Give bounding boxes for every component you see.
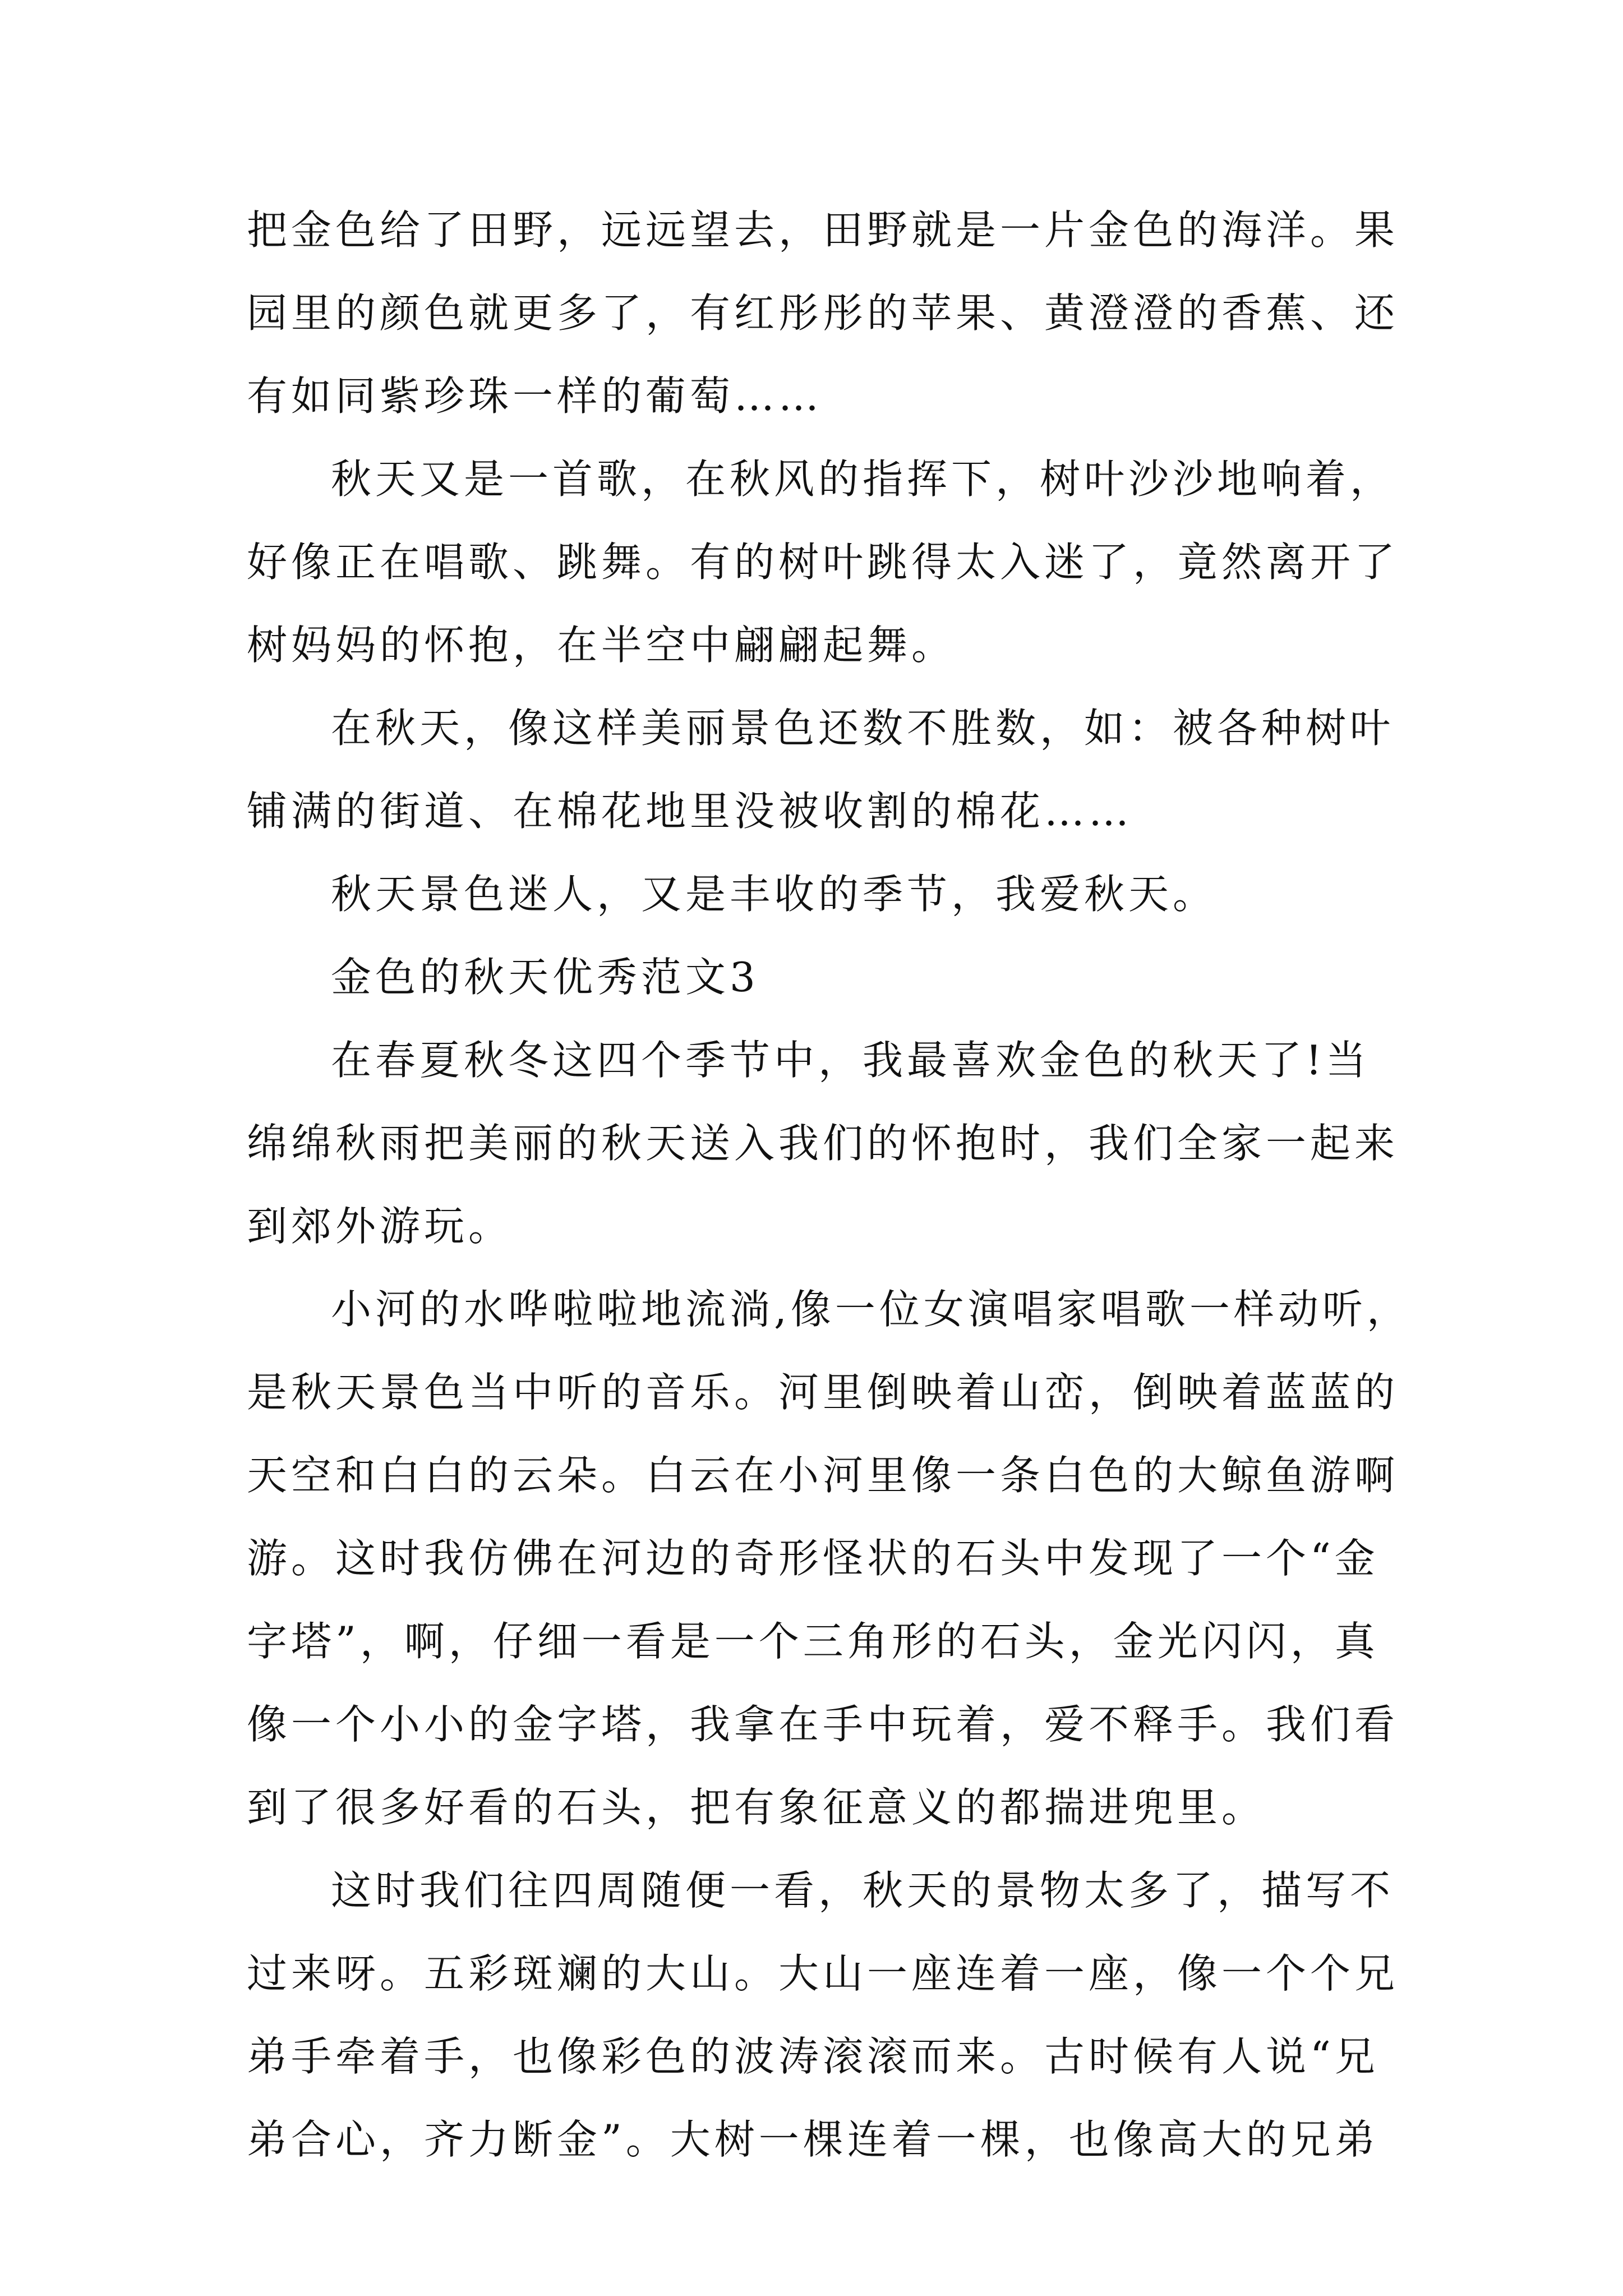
text-line: 过来呀。五彩斑斓的大山。大山一座连着一座，像一个个兄: [247, 1950, 1399, 1997]
text-line: 这时我们往四周随便一看，秋天的景物太多了，描写不: [331, 1867, 1395, 1914]
text-line: 天空和白白的云朵。白云在小河里像一条白色的大鲸鱼游啊: [247, 1452, 1399, 1499]
text-line: 秋天景色迷人，又是丰收的季节，我爱秋天。: [331, 871, 1218, 918]
text-line: 铺满的街道、在棉花地里没被收割的棉花……: [247, 788, 1133, 835]
text-line: 字塔”，啊，仔细一看是一个三角形的石头，金光闪闪，真: [247, 1618, 1379, 1665]
text-line: 好像正在唱歌、跳舞。有的树叶跳得太入迷了，竟然离开了: [247, 539, 1399, 586]
text-line: 到了很多好看的石头，把有象征意义的都揣进兜里。: [247, 1784, 1266, 1831]
section-heading: 金色的秋天优秀范文3: [331, 954, 759, 1001]
text-line: 在秋天，像这样美丽景色还数不胜数，如：被各种树叶: [331, 705, 1395, 752]
text-line: 秋天又是一首歌，在秋风的指挥下，树叶沙沙地响着，: [331, 455, 1395, 503]
text-line: 像一个小小的金字塔，我拿在手中玩着，爱不释手。我们看: [247, 1701, 1399, 1748]
text-line: 游。这时我仿佛在河边的奇形怪状的石头中发现了一个“金: [247, 1535, 1379, 1582]
text-line: 到郊外游玩。: [247, 1203, 513, 1250]
text-line: 小河的水哗啦啦地流淌,像一位女演唱家唱歌一样动听，: [331, 1286, 1411, 1333]
text-line: 弟手牵着手，也像彩色的波涛滚滚而来。古时候有人说“兄: [247, 2033, 1379, 2080]
body-text: [247, 188, 1411, 2181]
text-line: 弟合心，齐力断金”。大树一棵连着一棵，也像高大的兄弟: [247, 2116, 1379, 2163]
text-line: 有如同紫珍珠一样的葡萄……: [247, 372, 823, 420]
text-line: 树妈妈的怀抱，在半空中翩翩起舞。: [247, 622, 956, 669]
text-line: 把金色给了田野，远远望去，田野就是一片金色的海洋。果: [247, 206, 1399, 254]
text-line: 园里的颜色就更多了，有红彤彤的苹果、黄澄澄的香蕉、还: [247, 289, 1399, 337]
text-line: 是秋天景色当中听的音乐。河里倒映着山峦，倒映着蓝蓝的: [247, 1369, 1399, 1416]
text-line: 绵绵秋雨把美丽的秋天送入我们的怀抱时，我们全家一起来: [247, 1120, 1399, 1167]
text-line: 在春夏秋冬这四个季节中，我最喜欢金色的秋天了!当: [331, 1037, 1370, 1084]
